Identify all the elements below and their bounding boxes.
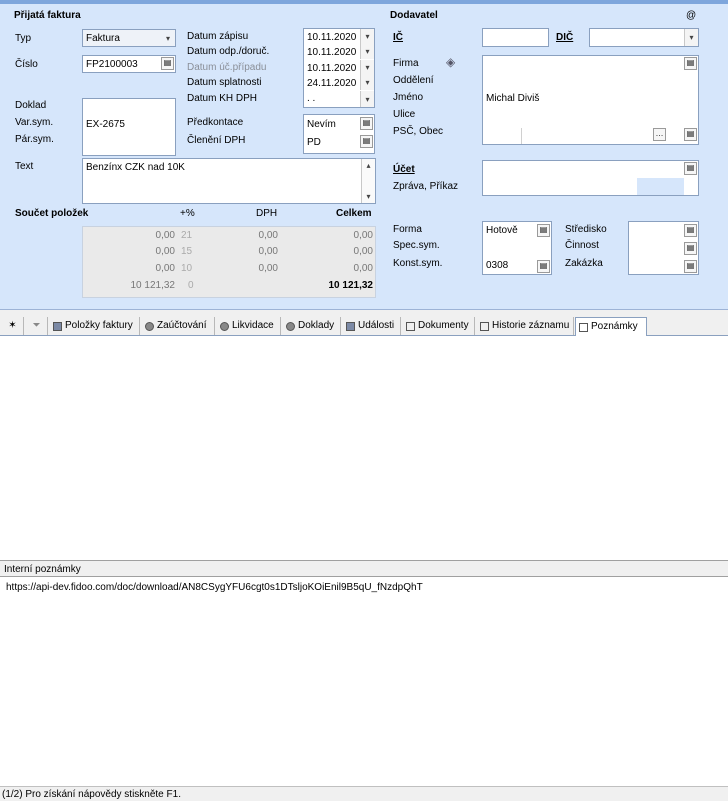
sum-total: 0,00 bbox=[353, 246, 373, 257]
sums-pct-header: +% bbox=[180, 208, 195, 219]
list-picker-icon[interactable]: ▤ bbox=[161, 57, 174, 70]
status-bar bbox=[0, 786, 728, 800]
datum-spl-value[interactable]: 24.11.2020 bbox=[307, 78, 357, 89]
datum-odp-label: Datum odp./doruč. bbox=[187, 46, 270, 57]
jmeno-value: Michal Diviš bbox=[486, 93, 540, 104]
jmeno-label: Jméno bbox=[393, 92, 424, 103]
sum-total: 0,00 bbox=[353, 263, 373, 274]
page-icon bbox=[579, 323, 588, 332]
chevron-down-icon[interactable]: ▾ bbox=[360, 29, 374, 44]
predkontace-box bbox=[303, 114, 375, 154]
predkontace-value[interactable]: Nevím bbox=[307, 119, 336, 130]
tab-filter[interactable] bbox=[26, 317, 48, 335]
circle-icon bbox=[220, 322, 229, 331]
cleneni-label: Členění DPH bbox=[187, 135, 246, 146]
tab-poznamky[interactable] bbox=[575, 317, 647, 336]
forma-value[interactable]: Hotově bbox=[486, 225, 518, 236]
list-picker-icon[interactable]: ▤ bbox=[537, 224, 550, 237]
tab-label: Poznámky bbox=[591, 321, 638, 332]
list-picker-icon[interactable]: ▤ bbox=[684, 224, 697, 237]
text-value: Benzínx CZK nad 10K bbox=[86, 162, 185, 173]
tab-label: Zaúčtování bbox=[157, 320, 207, 331]
tab-doklady[interactable] bbox=[283, 317, 341, 335]
ic-field[interactable] bbox=[482, 28, 549, 47]
email-at-icon[interactable]: @ bbox=[686, 10, 697, 21]
filter-icon: ⏷ bbox=[32, 320, 41, 331]
tab-label: Události bbox=[358, 320, 395, 331]
oddeleni-label: Oddělení bbox=[393, 75, 434, 86]
chevron-down-icon[interactable]: ▾ bbox=[165, 33, 170, 43]
list-picker-icon[interactable]: ▤ bbox=[684, 128, 697, 141]
dates-box bbox=[303, 28, 375, 108]
zakazka-label: Zakázka bbox=[565, 258, 603, 269]
parsym-label: Pár.sym. bbox=[15, 134, 54, 145]
tab-dokumenty[interactable] bbox=[403, 317, 475, 335]
specsym-label: Spec.sym. bbox=[393, 240, 440, 251]
sums-dph-header: DPH bbox=[256, 208, 278, 219]
cleneni-value[interactable]: PD bbox=[307, 137, 321, 148]
text-label: Text bbox=[15, 161, 34, 172]
datum-zapisu-value[interactable]: 10.11.2020 bbox=[307, 32, 357, 43]
cislo-value: FP2100003 bbox=[86, 59, 138, 70]
list-picker-icon[interactable]: ▤ bbox=[684, 260, 697, 273]
sum-pct-zero: 0 bbox=[188, 280, 194, 291]
tab-label: Likvidace bbox=[232, 320, 274, 331]
tab-udalosti[interactable] bbox=[343, 317, 401, 335]
ic-label[interactable]: IČ bbox=[393, 32, 403, 43]
tab-likvidace[interactable] bbox=[217, 317, 281, 335]
zprava-label: Zpráva, Příkaz bbox=[393, 181, 459, 192]
typ-select[interactable] bbox=[82, 29, 176, 47]
list-picker-icon[interactable]: ▤ bbox=[360, 135, 373, 148]
cislo-field[interactable] bbox=[82, 55, 176, 73]
ucet-bank-cell bbox=[637, 178, 684, 195]
stredisko-box bbox=[628, 221, 699, 275]
sum-base: 0,00 bbox=[155, 230, 175, 241]
text-scrollbar[interactable]: ▴ ▾ bbox=[361, 159, 375, 203]
notes-textarea[interactable] bbox=[0, 576, 728, 786]
list-picker-icon[interactable]: ▤ bbox=[684, 57, 697, 70]
ulice-label: Ulice bbox=[393, 109, 416, 120]
sum-dph: 0,00 bbox=[258, 263, 278, 274]
payment-box bbox=[482, 221, 552, 275]
sum-base: 0,00 bbox=[155, 246, 175, 257]
sum-pct: 10 bbox=[181, 263, 193, 274]
typ-label: Typ bbox=[15, 33, 32, 44]
dic-label[interactable]: DIČ bbox=[556, 32, 574, 43]
list-picker-icon[interactable]: ▤ bbox=[537, 260, 550, 273]
sum-pct: 15 bbox=[181, 246, 193, 257]
tab-label: Historie záznamu bbox=[492, 320, 570, 331]
typ-value: Faktura bbox=[86, 33, 120, 44]
sums-total-header: Celkem bbox=[336, 208, 372, 219]
chevron-down-icon[interactable]: ▾ bbox=[360, 91, 374, 107]
cislo-label: Číslo bbox=[15, 59, 38, 70]
stredisko-label: Středisko bbox=[565, 224, 607, 235]
datum-uc-value[interactable]: 10.11.2020 bbox=[307, 63, 357, 74]
chevron-down-icon[interactable]: ▾ bbox=[360, 44, 374, 59]
status-text: (1/2) Pro získání nápovědy stiskněte F1. bbox=[2, 789, 181, 800]
tab-bar bbox=[0, 316, 728, 336]
psc-label: PSČ, Obec bbox=[393, 126, 444, 137]
konstsym-value[interactable]: 0308 bbox=[486, 260, 509, 271]
tab-historie[interactable] bbox=[477, 317, 574, 335]
datum-kh-value[interactable]: . . bbox=[307, 93, 316, 104]
psc-separator bbox=[521, 128, 522, 144]
tab-label: Dokumenty bbox=[418, 320, 469, 331]
dic-field[interactable] bbox=[589, 28, 699, 47]
circle-icon bbox=[286, 322, 295, 331]
page-icon bbox=[480, 322, 489, 331]
tab-content-area[interactable] bbox=[0, 336, 728, 561]
notes-label: Interní poznámky bbox=[4, 564, 81, 575]
chevron-down-icon[interactable]: ▾ bbox=[360, 75, 374, 90]
forma-label: Forma bbox=[393, 224, 422, 235]
edit-eraser-icon[interactable]: ◈ bbox=[446, 55, 456, 69]
firma-label: Firma bbox=[393, 58, 419, 69]
datum-odp-value[interactable]: 10.11.2020 bbox=[307, 47, 357, 58]
list-picker-icon[interactable]: ▤ bbox=[684, 162, 697, 175]
cinnost-label: Činnost bbox=[565, 240, 599, 251]
text-field[interactable] bbox=[82, 158, 376, 204]
list-picker-icon[interactable]: ▤ bbox=[360, 117, 373, 130]
sum-dph: 0,00 bbox=[258, 230, 278, 241]
tab-label: Doklady bbox=[298, 320, 335, 331]
konstsym-label: Konst.sym. bbox=[393, 258, 443, 269]
form-title: Přijatá faktura bbox=[14, 10, 81, 21]
tab-label: Položky faktury bbox=[65, 320, 133, 331]
datum-kh-label: Datum KH DPH bbox=[187, 93, 258, 104]
sum-grand-total: 10 121,32 bbox=[328, 280, 373, 291]
varsym-label: Var.sym. bbox=[15, 117, 54, 128]
folder-icon bbox=[406, 322, 415, 331]
datum-spl-label: Datum splatnosti bbox=[187, 77, 262, 88]
tab-star[interactable] bbox=[2, 317, 24, 335]
tab-polozky[interactable] bbox=[50, 317, 140, 335]
datum-uc-label: Datum úč.případu bbox=[187, 62, 267, 73]
sum-base: 0,00 bbox=[155, 263, 175, 274]
sum-pct: 21 bbox=[181, 230, 193, 241]
doklad-field[interactable] bbox=[82, 98, 176, 156]
doklad-label: Doklad bbox=[15, 100, 47, 111]
list-picker-icon[interactable]: ▤ bbox=[684, 242, 697, 255]
sum-dph: 0,00 bbox=[258, 246, 278, 257]
invoice-form-panel bbox=[0, 4, 728, 310]
ucet-field[interactable] bbox=[482, 160, 699, 196]
doklad-value: EX-2675 bbox=[86, 119, 125, 130]
more-options-icon[interactable]: … bbox=[653, 128, 666, 141]
star-icon: ✶ bbox=[8, 320, 17, 331]
circle-icon bbox=[145, 322, 154, 331]
chevron-down-icon[interactable]: ▾ bbox=[684, 29, 698, 46]
notes-value: https://api-dev.fidoo.com/doc/download/AN8CSygYFU6cgt0s1DTsljoKOiEnil9B5qU_fNzdpQhT bbox=[6, 582, 423, 593]
grid-icon bbox=[346, 322, 355, 331]
predkontace-label: Předkontace bbox=[187, 117, 244, 128]
sums-title: Součet položek bbox=[15, 208, 89, 219]
datum-zapisu-label: Datum zápisu bbox=[187, 31, 249, 42]
tab-zauctovani[interactable] bbox=[142, 317, 215, 335]
grid-icon bbox=[53, 322, 62, 331]
sum-total: 0,00 bbox=[353, 230, 373, 241]
chevron-down-icon[interactable]: ▾ bbox=[360, 60, 374, 75]
supplier-title: Dodavatel bbox=[390, 10, 438, 21]
sums-table bbox=[82, 226, 376, 298]
sum-base-zero: 10 121,32 bbox=[130, 280, 175, 291]
ucet-label[interactable]: Účet bbox=[393, 164, 415, 175]
address-field[interactable] bbox=[482, 55, 699, 145]
